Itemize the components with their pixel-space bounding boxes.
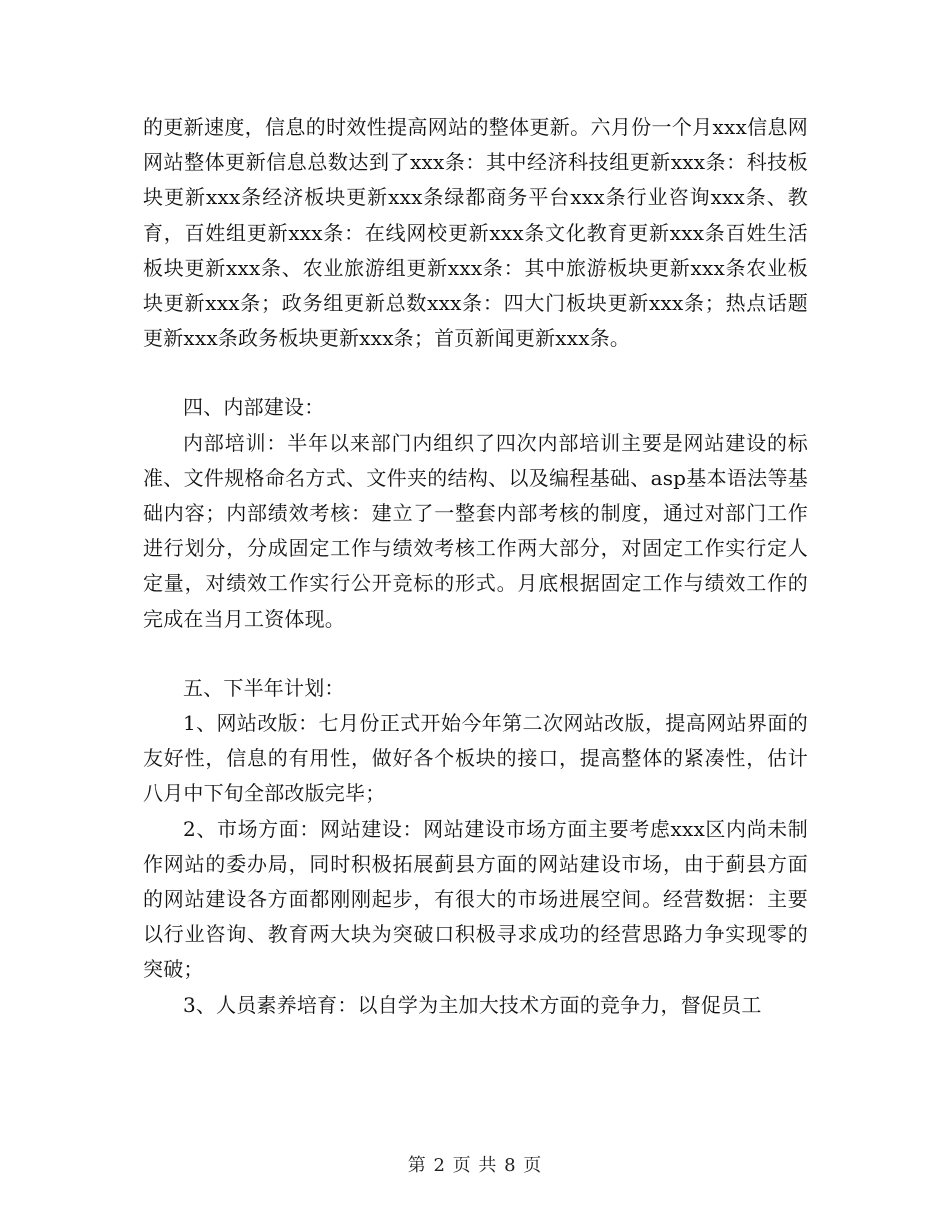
document-body <box>143 110 808 1023</box>
internal-training-paragraph: 内部培训：半年以来部门内组织了四次内部培训主要是网站建设的标准、文件规格命名方式、文件夹的结构、以及编程基础、asp基本语法等基础内容；内部绩效考核：建立了一整套内部考核的制度，通过对部门工作进行划分，分成固定工作与绩效考核工作两大部分，对固定工作实行定人定量，对绩效工作实行公开竞标的形式。月底根据固定工作与绩效工作的完成在当月工资体现。 <box>143 430 808 631</box>
plan-item-website-redesign: 1、网站改版：七月份正式开始今年第二次网站改版，提高网站界面的友好性，信息的有用性，做好各个板块的接口，提高整体的紧凑性，估计八月中下旬全部改版完毕； <box>143 711 808 806</box>
page-number-footer: 第 2 页 共 8 页 <box>407 1155 543 1176</box>
section-heading-second-half-plan: 五、下半年计划： <box>183 675 345 700</box>
paragraph-gap <box>143 356 808 390</box>
section-heading-internal-construction: 四、内部建设： <box>183 395 325 420</box>
paragraph-gap <box>143 637 808 671</box>
continuation-paragraph: 的更新速度，信息的时效性提高网站的整体更新。六月份一个月xxx信息网网站整体更新信息总数达到了xxx条：其中经济科技组更新xxx条：科技板块更新xxx条经济板块更新xxx条绿都商务平台xxx条行业咨询xxx条、教育，百姓组更新xxx条：在线网校更新xxx条文化教育更新xxx条百姓生活板块更新xxx条、农业旅游组更新xxx条：其中旅游板块更新xxx条农业板块更新xxx条；政务组更新总数xxx条：四大门板块更新xxx条；热点话题更新xxx条政务板块更新xxx条；首页新闻更新xxx条。 <box>143 115 808 351</box>
plan-item-market: 2、市场方面：网站建设：网站建设市场方面主要考虑xxx区内尚未制作网站的委办局，同时积极拓展蓟县方面的网站建设市场，由于蓟县方面的网站建设各方面都刚刚起步，有很大的市场进展空间。经营数据：主要以行业咨询、教育两大块为突破口积极寻求成功的经营思路力争实现零的突破； <box>143 816 808 982</box>
plan-item-staff-training: 3、人员素养培育：以自学为主加大技术方面的竞争力，督促员工 <box>183 992 762 1017</box>
